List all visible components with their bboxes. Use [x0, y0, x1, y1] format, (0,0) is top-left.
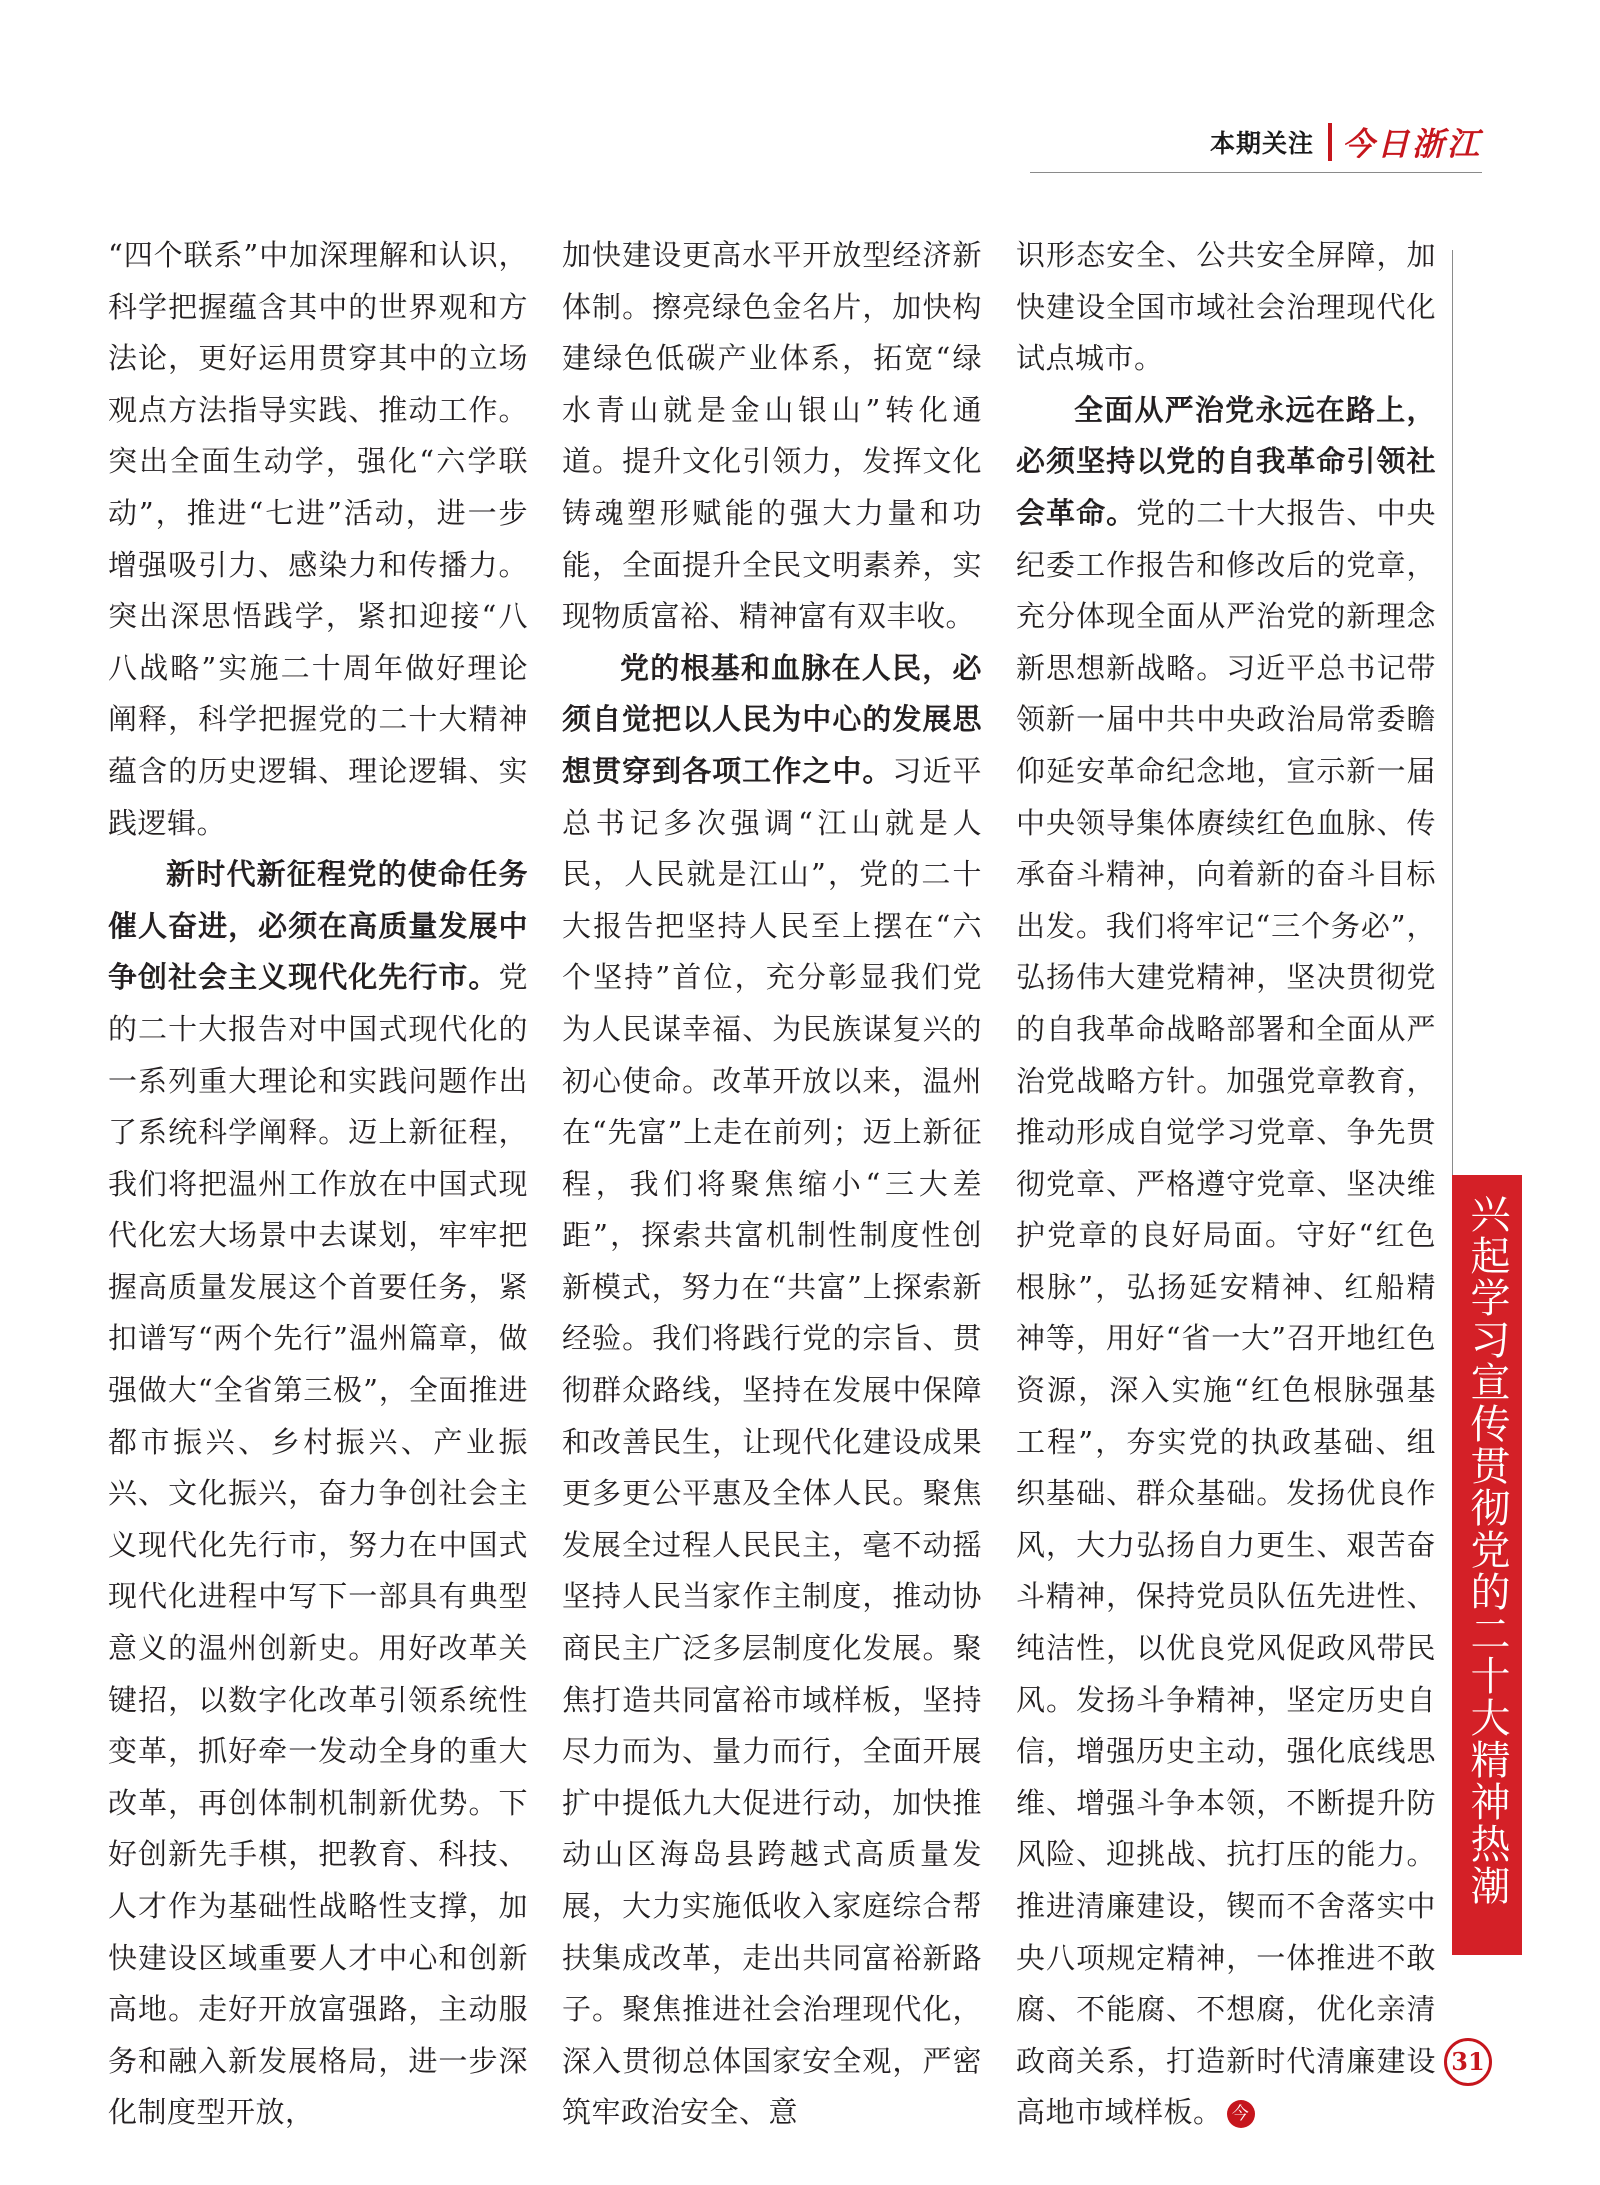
article-end-mark-icon: 今	[1227, 2100, 1255, 2128]
side-banner	[1452, 1175, 1522, 1955]
article-column-left	[108, 230, 528, 2139]
header-rule	[1030, 172, 1482, 173]
page-number: 31	[1444, 2038, 1492, 2086]
brand-logo: 今日浙江	[1341, 125, 1482, 163]
header-divider	[1328, 123, 1332, 161]
paragraph-lead: 党的根基和血脉在人民，必须自觉把以人民为中心的发展思想贯穿到各项工作之中。	[562, 650, 982, 788]
page-header	[1210, 118, 1482, 166]
paragraph	[562, 643, 982, 2139]
paragraph-body: 党的二十大报告、中央纪委工作报告和修改后的党章，充分体现全面从严治党的新理念新思想新战略。习近平总书记带领新一届中共中央政治局常委瞻仰延安革命纪念地，宣示新一届中央领导集体赓续红色血脉、传承奋斗精神，向着新的奋斗目标出发。我们将牢记“三个务必”，弘扬伟大建党精神，坚决贯彻党的自我革命战略部署和全面从严治党战略方针。加强党章教育，推动形成自觉学习党章、争先贯彻党章、严格遵守党章、坚决维护党章的良好局面。守好“红色根脉”，弘扬延安精神、红船精神等，用好“省一大”召开地红色资源，深入实施“红色根脉强基工程”，夯实党的执政基础、组织基础、群众基础。发扬优良作风，大力弘扬自力更生、艰苦奋斗精神，保持党员队伍先进性、纯洁性，以优良党风促政风带民风。发扬斗争精神，坚定历史自信，增强历史主动，强化底线思维、增强斗争本领，不断提升防风险、迎挑战、抗打压的能力。推进清廉建设，锲而不舍落实中央八项规定精神，一体推进不敢腐、不能腐、不想腐，优化亲清政商关系，打造新时代清廉建设高地市域样板。	[1016, 495, 1436, 2130]
paragraph-lead: 全面从严治党永远在路上，必须坚持以党的自我革命引领社会革命。	[1016, 392, 1436, 530]
paragraph	[108, 849, 528, 2139]
paragraph: 识形态安全、公共安全屏障，加快建设全国市域社会治理现代化试点城市。	[1016, 238, 1436, 376]
article-column-right	[1016, 230, 1436, 2139]
section-label: 本期关注	[1209, 129, 1314, 158]
side-banner-text: 兴起学习宣传贯彻党的二十大精神热潮	[1464, 1193, 1510, 1907]
paragraph	[1016, 385, 1436, 2139]
paragraph-body: 党的二十大报告对中国式现代化的一系列重大理论和实践问题作出了系统科学阐释。迈上新征程，我们将把温州工作放在中国式现代化宏大场景中去谋划，牢牢把握高质量发展这个首要任务，紧扣谱写“两个先行”温州篇章，做强做大“全省第三极”，全面推进都市振兴、乡村振兴、产业振兴、文化振兴，奋力争创社会主义现代化先行市，努力在中国式现代化进程中写下一部具有典型意义的温州创新史。用好改革关键招，以数字化改革引领系统性变革，抓好牵一发动全身的重大改革，再创体制机制新优势。下好创新先手棋，把教育、科技、人才作为基础性战略性支撑，加快建设区域重要人才中心和创新高地。走好开放富强路，主动服务和融入新发展格局，进一步深化制度型开放，	[108, 960, 528, 2130]
paragraph: “四个联系”中加深理解和认识，科学把握蕴含其中的世界观和方法论，更好运用贯穿其中的立场观点方法指导实践、推动工作。突出全面生动学，强化“六学联动”，推进“七进”活动，进一步增强吸引力、感染力和传播力。突出深思悟践学，紧扣迎接“八八战略”实施二十周年做好理论阐释，科学把握党的二十大精神蕴含的历史逻辑、理论逻辑、实践逻辑。	[108, 238, 528, 840]
paragraph-lead: 新时代新征程党的使命任务催人奋进，必须在高质量发展中争创社会主义现代化先行市。	[108, 857, 528, 995]
article-column-middle	[562, 230, 982, 2139]
paragraph-body: 习近平总书记多次强调“江山就是人民，人民就是江山”，党的二十大报告把坚持人民至上摆在“六个坚持”首位，充分彰显我们党为人民谋幸福、为民族谋复兴的初心使命。改革开放以来，温州在“先富”上走在前列；迈上新征程，我们将聚焦缩小“三大差距”，探索共富机制性制度性创新模式，努力在“共富”上探索新经验。我们将践行党的宗旨、贯彻群众路线，坚持在发展中保障和改善民生，让现代化建设成果更多更公平惠及全体人民。聚焦发展全过程人民民主，毫不动摇坚持人民当家作主制度，推动协商民主广泛多层制度化发展。聚焦打造共同富裕市域样板，坚持尽力而为、量力而行，全面开展扩中提低九大促进行动，加快推动山区海岛县跨越式高质量发展，大力实施低收入家庭综合帮扶集成改革，走出共同富裕新路子。聚焦推进社会治理现代化，深入贯彻总体国家安全观，严密筑牢政治安全、意	[562, 753, 982, 2130]
paragraph: 加快建设更高水平开放型经济新体制。擦亮绿色金名片，加快构建绿色低碳产业体系，拓宽“绿水青山就是金山银山”转化通道。提升文化引领力，发挥文化铸魂塑形赋能的强大力量和功能，全面提升全民文明素养，实现物质富裕、精神富有双丰收。	[562, 238, 982, 634]
